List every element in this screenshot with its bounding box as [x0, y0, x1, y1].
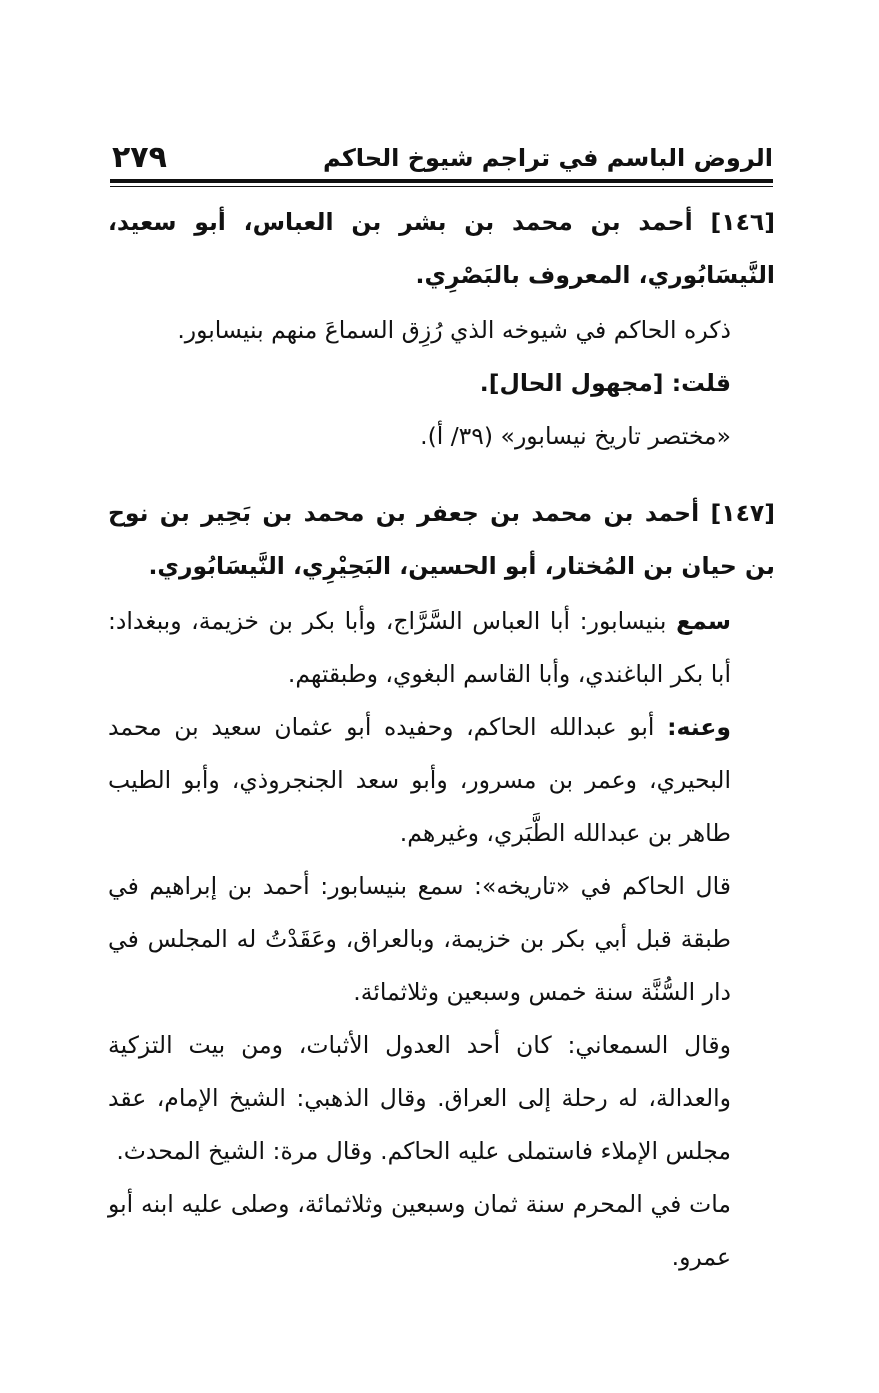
entry-146-mention: ذكره الحاكم في شيوخه الذي رُزِق السماعَ منهم بنيسابور. — [177, 316, 731, 344]
entry-147-from — [108, 701, 775, 860]
entry-146-number: [١٤٦] — [710, 208, 776, 236]
entry-146-source: «مختصر تاريخ نيسابور» (٣٩/ أ). — [420, 422, 731, 450]
header-rule-thin — [110, 186, 773, 187]
entry-147-number: [١٤٧] — [710, 499, 776, 527]
heard-label: سمع — [676, 607, 731, 635]
from-text: أبو عبدالله الحاكم، وحفيده أبو عثمان سعيد بن محمد البحيري، وعمر بن مسرور، وأبو سعد الجنجروذي، وأبو الطيب طاهر بن عبدالله الطَّبَري، وغيرهم. — [108, 713, 731, 847]
page-header — [110, 140, 773, 182]
entry-147-name: أحمد بن محمد بن جعفر بن محمد بن بَحِير بن نوح بن حيان بن المُختار، أبو الحسين، البَحِيْرِي، النَّيسَابُوري. — [108, 499, 775, 580]
running-title: الروض الباسم في تراجم شيوخ الحاكم — [323, 144, 773, 172]
page-body — [108, 196, 775, 1284]
entry-147-death: مات في المحرم سنة ثمان وسبعين وثلاثمائة، وصلى عليه ابنه أبو عمرو. — [108, 1190, 731, 1271]
entry-146-heading — [108, 196, 775, 302]
entry-147-heard — [108, 595, 775, 701]
entry-146-name: أحمد بن محمد بن بشر بن العباس، أبو سعيد، النَّيسَابُوري، المعروف بالبَصْرِي. — [108, 208, 775, 289]
page-number: ٢٧٩ — [112, 140, 167, 175]
entry-147-hakim-quote: قال الحاكم في «تاريخه»: سمع بنيسابور: أحمد بن إبراهيم في طبقة قبل أبي بكر بن خزيمة، وبالعراق، وعَقَدْتُ له المجلس في دار السُّنَّة سنة خمس وسبعين وثلاثمائة. — [108, 872, 731, 1006]
header-rule-thick — [110, 179, 773, 183]
entry-147-heading — [108, 487, 775, 593]
from-label: وعنه: — [667, 713, 731, 741]
verdict-label: قلت: — [671, 369, 731, 397]
entry-146-verdict — [108, 357, 775, 410]
heard-text: بنيسابور: أبا العباس السَّرَّاج، وأبا بكر بن خزيمة، وببغداد: أبا بكر الباغندي، وأبا القاسم البغوي، وطبقتهم. — [108, 607, 731, 688]
verdict-text: [مجهول الحال]. — [479, 369, 664, 397]
entry-147-samani-quote: وقال السمعاني: كان أحد العدول الأثبات، ومن بيت التزكية والعدالة، له رحلة إلى العراق. وقال الذهبي: الشيخ الإمام، عقد مجلس الإملاء فاستملى عليه الحاكم. وقال مرة: الشيخ المحدث. — [108, 1031, 731, 1165]
